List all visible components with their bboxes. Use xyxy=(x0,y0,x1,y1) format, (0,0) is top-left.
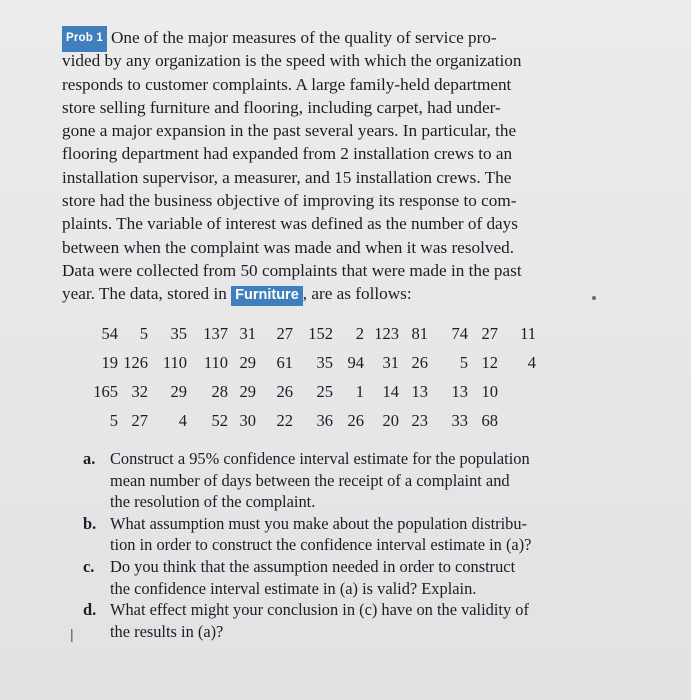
problem-statement xyxy=(62,26,592,306)
data-cell: 165 xyxy=(93,382,118,401)
data-cell: 2 xyxy=(355,324,364,343)
problem-line: responds to customer complaints. A large family-held department xyxy=(62,74,512,94)
question-list xyxy=(83,448,593,642)
data-cell: 12 xyxy=(481,353,498,372)
data-cell: 152 xyxy=(308,324,333,343)
data-cell: 68 xyxy=(481,411,498,430)
data-cell: 5 xyxy=(109,411,118,430)
question-label: b. xyxy=(83,513,97,533)
question-label: c. xyxy=(83,556,95,576)
data-cell: 14 xyxy=(382,382,399,401)
data-cell: 23 xyxy=(411,411,428,430)
data-cell: 27 xyxy=(131,411,148,430)
data-cell: 26 xyxy=(347,411,364,430)
data-cell: 26 xyxy=(411,353,428,372)
data-row xyxy=(88,382,588,411)
data-cell: 52 xyxy=(211,411,228,430)
data-cell: 1 xyxy=(355,382,364,401)
data-row xyxy=(88,353,588,382)
question-d: d. What effect might your conclusion in (c) have on the validity of the results in (a)? xyxy=(83,600,529,641)
data-cell: 31 xyxy=(382,353,399,372)
data-cell: 28 xyxy=(211,382,228,401)
problem-badge: Prob 1 xyxy=(62,26,107,52)
data-cell: 22 xyxy=(276,411,293,430)
data-cell: 137 xyxy=(203,324,228,343)
margin-mark: | xyxy=(70,626,74,642)
data-cell: 36 xyxy=(316,411,333,430)
data-cell: 29 xyxy=(239,353,256,372)
data-cell: 11 xyxy=(520,324,536,343)
file-badge-furniture: Furniture xyxy=(231,286,303,306)
question-label: a. xyxy=(83,449,96,468)
data-cell: 27 xyxy=(481,324,498,343)
data-cell: 81 xyxy=(411,324,428,343)
data-row xyxy=(88,324,588,353)
question-label: d. xyxy=(83,600,97,620)
problem-line: Prob 1 One of the major measures of the quality of service pro- xyxy=(62,26,592,49)
data-cell: 26 xyxy=(276,382,293,401)
data-cell: 27 xyxy=(276,324,293,343)
data-cell: 20 xyxy=(382,411,399,430)
data-cell: 25 xyxy=(316,382,333,401)
data-cell: 32 xyxy=(131,382,148,401)
data-cell: 33 xyxy=(451,411,468,430)
data-cell: 54 xyxy=(101,324,118,343)
data-cell: 19 xyxy=(101,353,118,372)
problem-line: plaints. The variable of interest was defined as the number of days xyxy=(62,214,518,234)
problem-line: installation supervisor, a measurer, and 15 installation crews. The xyxy=(62,167,512,187)
data-cell: 13 xyxy=(451,382,468,401)
problem-line: Data were collected from 50 complaints that were made in the past xyxy=(62,260,522,280)
data-cell: 61 xyxy=(276,353,293,372)
data-cell: 94 xyxy=(347,353,364,372)
problem-line: year. The data, stored in Furniture , are as follows: xyxy=(62,282,592,305)
data-cell: 126 xyxy=(123,353,148,372)
data-cell: 10 xyxy=(481,382,498,401)
data-cell: 29 xyxy=(170,382,187,401)
data-cell: 5 xyxy=(459,353,468,372)
problem-line: gone a major expansion in the past several years. In particular, the xyxy=(62,121,517,141)
problem-line: flooring department had expanded from 2 installation crews to an xyxy=(62,144,513,164)
data-cell: 35 xyxy=(170,324,187,343)
cursor-dot xyxy=(592,296,596,300)
question-a: a. Construct a 95% confidence interval estimate for the population mean number of days between the receipt of a complaint and the resolution of the complaint. xyxy=(83,449,530,512)
data-cell: 31 xyxy=(239,324,256,343)
data-cell: 74 xyxy=(451,324,468,343)
data-table xyxy=(88,324,588,440)
data-cell: 30 xyxy=(239,411,256,430)
problem-line: store had the business objective of improving its response to com- xyxy=(62,191,517,211)
data-row xyxy=(88,411,588,440)
data-cell: 123 xyxy=(374,324,399,343)
problem-line: between when the complaint was made and when it was resolved. xyxy=(62,237,514,257)
data-cell: 110 xyxy=(162,353,187,372)
data-cell: 29 xyxy=(239,382,256,401)
data-cell: 35 xyxy=(316,353,333,372)
data-cell: 13 xyxy=(411,382,428,401)
data-cell: 4 xyxy=(178,411,187,430)
data-cell: 110 xyxy=(203,353,228,372)
data-cell: 4 xyxy=(527,353,536,372)
question-c: c. Do you think that the assumption needed in order to construct the confidence interval estimate in (a) is valid? Explain. xyxy=(83,556,516,598)
problem-line: store selling furniture and flooring, including carpet, had under- xyxy=(62,97,501,117)
data-cell: 5 xyxy=(139,324,148,343)
problem-line: vided by any organization is the speed with which the organization xyxy=(62,51,522,71)
question-b: b. What assumption must you make about the population distribu- tion in order to construct the confidence interval estimate in (a)? xyxy=(83,513,532,555)
